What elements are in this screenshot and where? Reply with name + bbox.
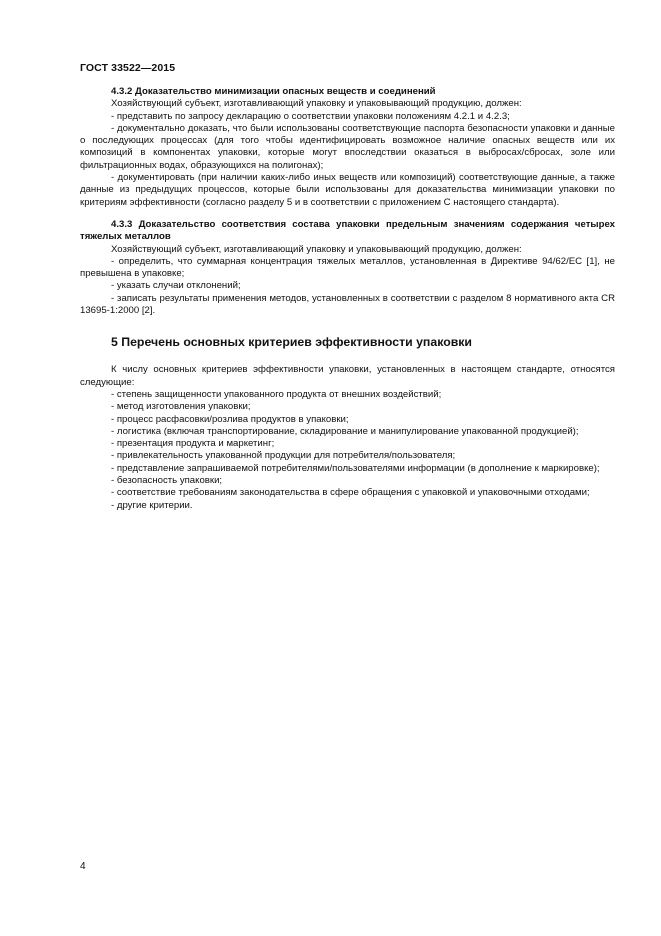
list-item: - степень защищенности упакованного продукта от внешних воздействий; [111,388,442,400]
list-item: - записать результаты применения методов, установленных в соответствии с разделом 8 нормативного акта CR 13695-1:2000 [2]. [80,292,615,317]
list-item: - документально доказать, что были использованы соответствующие паспорта безопасности упаковки и данные о последующих процессах (для того чтобы идентифицировать возможное наличие опасных веществ или их композиций в компонентах упаковки, которые могут впоследствии оказаться в выбросах/сбросах, золе или фильтрационных водах, образующихся на полигонах); [80,122,615,171]
paragraph: Хозяйствующий субъект, изготавливающий упаковку и упаковывающий продукцию, должен: [111,243,522,255]
paragraph: Хозяйствующий субъект, изготавливающий упаковку и упаковывающий продукцию, должен: [111,98,522,110]
list-item: - указать случаи отклонений; [111,280,241,292]
list-item: - соответствие требованиям законодательства в сфере обращения с упаковкой и упаковочными отходами; [111,487,590,499]
list-item: - другие критерии. [111,499,193,511]
list-item: - представление запрашиваемой потребителями/пользователями информации (в дополнение к маркировке); [111,462,600,474]
list-item: - метод изготовления упаковки; [111,401,251,413]
section-5-title: 5 Перечень основных критериев эффективности упаковки [111,335,472,350]
list-item: - презентация продукта и маркетинг; [111,438,275,450]
list-item: - документировать (при наличии каких-либо иных веществ или композиций) соответствующие данные, а также данные из предыдущих процессов, которые были использованы для доказательства минимизации упаковки по критериям эффективности (согласно разделу 5 и в соответствии с приложением С настоящего стандарта). [80,172,615,208]
list-item: - процесс расфасовки/розлива продуктов в упаковки; [111,413,349,425]
list-item: - определить, что суммарная концентрация тяжелых металлов, установленная в Директиве 94/62/ЕС [1], не превышена в упаковке; [80,255,615,280]
page-content [80,86,615,512]
paragraph: К числу основных критериев эффективности упаковки, установленных в настоящем стандарте, относятся следующие: [80,364,615,388]
list-item: - привлекательность упакованной продукции для потребителя/пользователя; [111,450,456,462]
section-4-3-3-heading: 4.3.3 Доказательство соответствия состава упаковки предельным значениям содержания четырех тяжелых металлов [80,218,615,243]
list-item: - безопасность упаковки; [111,475,223,487]
section-4-3-2-heading: 4.3.2 Доказательство минимизации опасных веществ и соединений [111,86,436,97]
list-item: - представить по запросу декларацию о соответствии упаковки положениям 4.2.1 и 4.2.3; [111,110,510,122]
page-number: 4 [80,861,86,872]
document-code: ГОСТ 33522—2015 [80,62,176,74]
list-item: - логистика (включая транспортирование, складирование и манипулирование упакованной продукцией); [111,425,579,437]
